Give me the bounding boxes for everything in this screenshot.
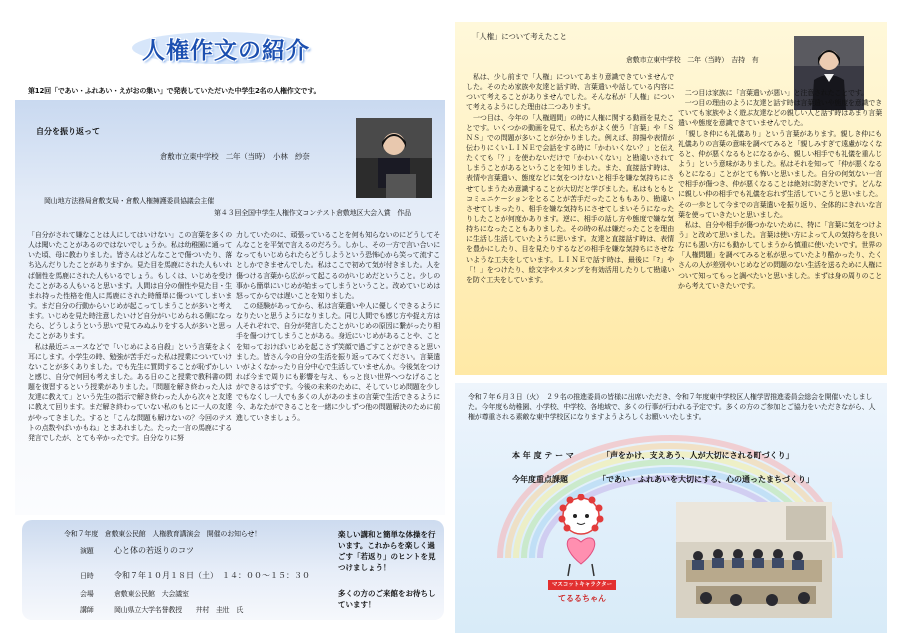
essay2-column-2: 二つ目は家族に「言葉遣いが悪い」と注意されたことです。 一つ目の理由のように友達と話す時は言葉遣いや態度を意識できていても家族やよく遊ぶ友達などの親しい人と話す時はあまり言葉遣いや態度を意識できていませんでした。 「親しき仲にも礼儀あり」という言葉があります。親しき仲にも礼儀ありの言葉の意味を調べてみると「親しみすぎて遠慮がなくなると、仲が悪くなるもとになるから、親しい相手でも礼儀を重んじよう」という意味がありました。私はそれを知って「仲が悪くなるもとになる」ことがとても怖いと思いました。自分の何気ない一言で相手が傷つき、仲が悪くなることは絶対に防ぎたいです。どんなに親しい仲の相手でも礼儀を忘れず生活していこうと思いました。その一歩として今までの言葉遣いを振り返り、全体的にきれいな言葉を使っていきたいと思いました。 私は、自分や相手が傷つかないために、特に「言葉に気をつけよう」と改めて思いました。言葉は使い方によって人の気持ちを良い方にも悪い方にも動かしてしまうから慎重に使いたいです。世界の「人権問題」を調べてみると私が思っていたより酷かったり、たくさんの人が差別やいじめなどの問題のない生活を送るために人権について知ってもっと調べたいと思いました。まずは身の周りのことから考えていきたいです。 [678, 89, 882, 290]
essay1-column-2: 力していたのに、頑張っていることを何も知らないのにどうしてそんなことを平気で言えるのだろう。しかし、その一方で言い合いになってもいじめられたらどうしようという恐怖心から笑って流すことしかできませんでした。私はここで初めて気が付きました。人を傷つける言葉から広がって起こるのがいじめだということ。少しの事から簡単にいじめが始まってしまうということ。改めていじめは怒ってからでは遅いことを知りました。 この経験があってから、私は言葉遣いや人に優しくできるようになりたいと思うようになりました。同じ人間でも感じ方や捉え方は人それぞれで、自分が発言したことがいじめの原因に繋がったり相手を傷つけてしまうことがある。身近にいじめがあることや、ことを知っておけばいじめを起こさず笑顔で過ごすことができると思いました。皆さん今の自分の生活を振り返ってみてください。言葉遣いがよくなかったり自分中心で生活していませんか。今後気をつければ今まで周りにも影響を与え、もっと良い世界へつなげることができるはずです。今後の未来のために、そしていじめ問題を少しでもなくし一人でも多くの人があのままの言葉で生活できるように今、あなたができることを一緒に少しずつ他の問題解決のために前進していきましょう。 [236, 231, 440, 422]
lecture-row-value: 心と体の若返りのコツ [114, 546, 194, 555]
lecture-row-label: 講師 [80, 606, 94, 614]
essay2-author: 倉敷市立東中学校 二年（当時） 吉持 有 [626, 56, 759, 64]
lecture-header: 令和７年度 倉敷東公民館 人権教育講演会 開催のお知らせ！ [64, 530, 261, 538]
lecture-promo: 楽しい講和と簡単な体操を行います。これからを楽しく過ごす「若返り」のヒントを見つけましょう！ [338, 530, 436, 572]
intro-text: 第12回「であい・ふれあい・えがおの集い」で発表していただいた中学生2名の人権作文です。 [28, 87, 321, 95]
focus-label: 今年度重点課題 [512, 475, 568, 484]
page-title: 人権作文の紹介 [142, 38, 310, 64]
meeting-photo-image [676, 502, 832, 618]
lecture-row-value: 令和７年１０月１８日（土） １４：００～１５：３０ [114, 571, 310, 580]
essay1-column-1: 「自分がされて嫌なことは人にしてはいけない」この言葉を多くの人は聞いたことがあるのではないでしょうか。私は幼稚園に通っていた頃、母に教わりました。皆さんはどんなことで傷ついたり、落ち込んだりしたことがありますか。見た目を馬鹿にされた人もいれば個性を馬鹿にされた人もいるでしょう。もしくは、いじめを受けたことがある人もいると思います。人間は自分の個性や見た目・生まれ持った性格を他人に馬鹿にされた時簡単に傷ついてしまいます。まだ自分の行動からいじめが起こってしまうことが多いと考えます。いじめを見た時注意したいけど自分がいじめられる側になったら、どうしようという思いで見てみぬふりをする人が多いと思ったことがあります。 私は最近ニュースなどで「いじめによる自殺」という言葉をよく耳にします。小学生の時、勉強が苦手だった私は授業についていけないことが多くありました。でも先生に質問することが恥ずかしいと感じ、自分で何回も考えました。ある日のこと授業で教科書の問題を復習するという授業がありました。「問題を解き終わった人は友達に教えて」という先生の指示で解き終わった人から次々と友達に教えて回ります。まだ解き終わっていない私のもとに一人の友達がやってきました。すると「こんな問題も解けないの？今回のテストの点数やばいかもね」とまあれました。たった一言の馬鹿にする発言でしたが、とても辛かったです。自分なりに努 [28, 231, 232, 442]
essay2-column-1: 私は、少し前まで「人権」についてあまり意識できていませんでした。そのため家族や友達と話す時、言葉遣いや話している内容について考えることがありませんでした。そんな私が「人権」について考えるようにした理由は二つあります。 一つ目は、今年の「人権週間」の時に人権に関する動画を見たことです。いくつかの動画を見て、私たちがよく使う「言葉」や「ＳＮＳ」での問題が多いことが分かりました。例えば、抑揚や表情が伝わりにくいＬＩＮＥで会話をする時に「かわいくない？」と伝えたくても「？」を使わないだけで「かわいくない」と勘違いされてしまうことがあるということを知りました。また、直接話す時は、表情や言葉遣い、態度などに気をつけないと相手を嫌な気持ちにさせてしまうため意識することが大切だと学びました。私はもともとコミュニケーションをとることが苦手だったことももあり、勘違いさせてしまったり、相手を嫌な気持ちにさせてしまいそうになったりしたことが何度かあります。逆に、相手の話し方や態度で嫌な気持ちになったこともありました。その時の私は嫌だったことを理由に生活し生活していたように思います。友達と直接話す時は、表情を豊かにしたり、目を見たりするなどの相手を嫌な気持ちにさせないような工夫をしています。ＬＩＮＥで話す時は、最後に「?」や「！」をつけたり、絵文字やスタンプを有効活用したりして勘違いを防ぐ工夫をしています。 [466, 73, 674, 284]
meeting-report: 令和７年６月３日（火） ２９名の推進委員の皆様に出席いただき、令和７年度東中学校区人権学習推進委員会総会を開催いたしました。今年度も幼稚園、小学校、中学校、各地域で、多くの行事が行われる予定です。多くの方のご参加とご協力をいただきながら、人権が尊重される素敵な東中学校区になりますようよろしくお願いいたします。 [468, 393, 876, 422]
essay1-organizer: 岡山地方法務局倉敷支局・倉敷人権擁護委員協議会主催 [44, 197, 214, 205]
essay1-title: 自分を振り返って [36, 127, 100, 136]
lecture-row-value: 倉敷東公民館 大会議室 [114, 590, 189, 598]
student-photo-image [356, 118, 432, 198]
mascot-tag: マスコットキャラクター [548, 580, 616, 590]
lecture-row-label: 日時 [80, 572, 94, 580]
essay1-award: 第４３回全国中学生人権作文コンテスト倉敷地区大会入賞 作品 [214, 209, 411, 217]
essay2-title: 「人権」について考えたこと [472, 32, 567, 41]
focus-value: 「であい・ふれあいを大切にする、心の通ったまちづくり」 [598, 475, 814, 484]
theme-label: 本 年 度 テ ー マ [512, 451, 574, 460]
lecture-row-label: 会場 [80, 590, 94, 598]
lecture-welcome: 多くの方のご来館をお待ちしています！ [338, 589, 436, 609]
mascot-teruru-illustration [548, 494, 614, 578]
meeting-photo [676, 502, 832, 618]
essay1-author: 倉敷市立東中学校 二年（当時） 小林 紗奈 [160, 152, 310, 161]
mascot-name: てるるちゃん [558, 594, 606, 603]
lecture-row-label: 演題 [80, 547, 94, 555]
essay1-photo [356, 118, 432, 198]
theme-value: 「声をかけ、支えあう、人が大切にされる町づくり」 [602, 451, 794, 460]
lecture-row-value: 岡山県立大学名誉教授 井村 圭壯 氏 [114, 606, 244, 614]
